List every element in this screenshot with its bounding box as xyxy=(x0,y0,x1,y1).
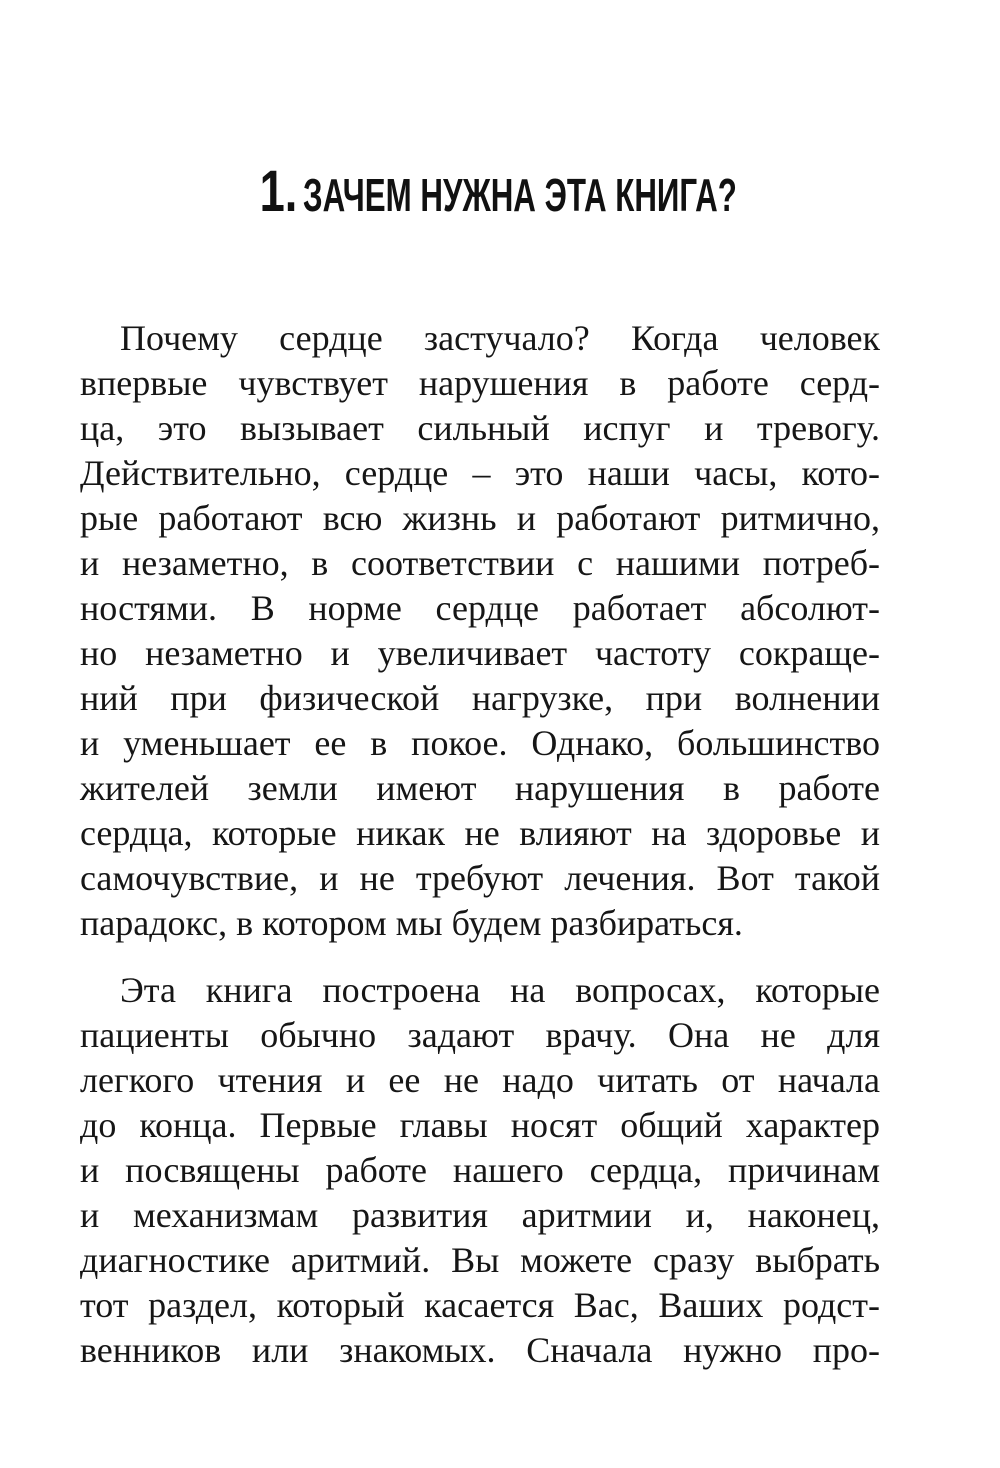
text-line: ца, это вызывает сильный испуг и тревогу. xyxy=(80,408,880,448)
text-line: рые работают всю жизнь и работают ритмично, xyxy=(80,498,880,538)
text-line: легкого чтения и ее не надо читать от начала xyxy=(80,1060,880,1100)
text-line: жителей земли имеют нарушения в работе xyxy=(80,768,880,808)
text-line: и механизмам развития аритмии и, наконец, xyxy=(80,1195,880,1235)
chapter-body xyxy=(80,316,880,1373)
text-line: ностями. В норме сердце работает абсолют- xyxy=(80,588,880,628)
text-line: и посвящены работе нашего сердца, причинам xyxy=(80,1150,880,1190)
text-line: самочувствие, и не требуют лечения. Вот такой xyxy=(80,858,880,898)
paragraph-2 xyxy=(80,968,880,1373)
text-line: парадокс, в котором мы будем разбираться. xyxy=(80,903,743,943)
text-line: и незаметно, в соответствии с нашими потреб- xyxy=(80,543,880,583)
text-line: пациенты обычно задают врачу. Она не для xyxy=(80,1015,880,1055)
text-line: Почему сердце застучало? Когда человек xyxy=(120,318,880,358)
text-line: но незаметно и увеличивает частоту сокраще- xyxy=(80,633,880,673)
text-line: до конца. Первые главы носят общий характер xyxy=(80,1105,880,1145)
text-line: и уменьшает ее в покое. Однако, большинство xyxy=(80,723,880,763)
chapter-title xyxy=(0,160,1000,239)
text-line: впервые чувствует нарушения в работе серд- xyxy=(80,363,880,403)
paragraph-1 xyxy=(80,316,880,946)
chapter-heading: ЗАЧЕМ НУЖНА ЭТА КНИГА? xyxy=(303,169,738,221)
text-line: венников или знакомых. Сначала нужно про- xyxy=(80,1330,880,1370)
paragraph-gap xyxy=(80,946,880,968)
text-line: Действительно, сердце – это наши часы, кото- xyxy=(80,453,880,493)
text-line: тот раздел, который касается Вас, Ваших родст- xyxy=(80,1285,880,1325)
chapter-number: 1. xyxy=(259,159,298,224)
text-line: ний при физической нагрузке, при волнении xyxy=(80,678,880,718)
text-line: Эта книга построена на вопросах, которые xyxy=(120,970,880,1010)
text-line: сердца, которые никак не влияют на здоровье и xyxy=(80,813,880,853)
text-line: диагностике аритмий. Вы можете сразу выбрать xyxy=(80,1240,880,1280)
